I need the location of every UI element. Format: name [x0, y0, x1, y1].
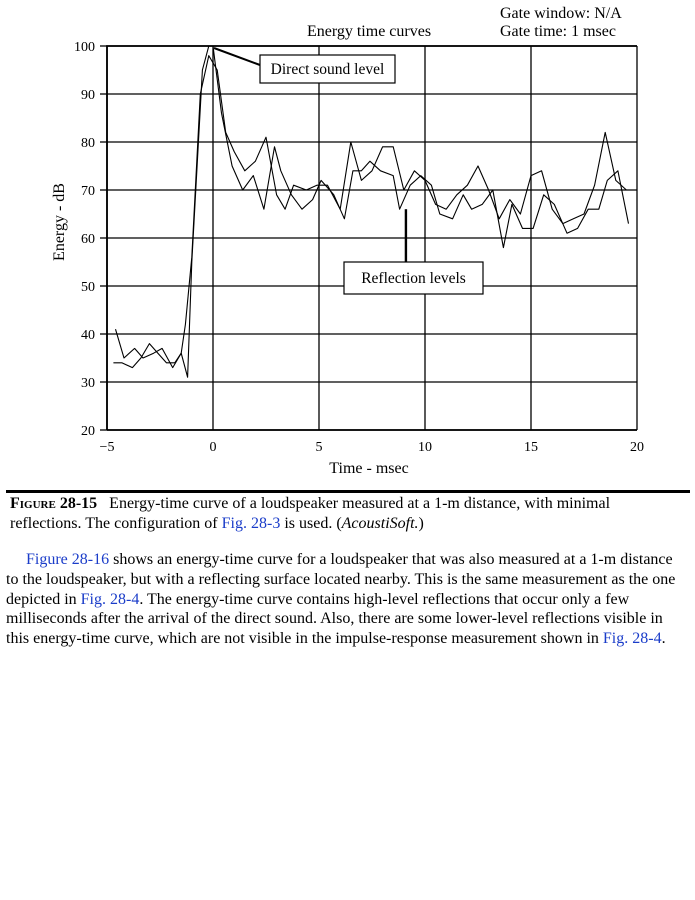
x-tick-label: 5	[315, 440, 323, 455]
caption-source: AcoustiSoft.	[341, 515, 419, 532]
x-tick-label: 15	[524, 440, 538, 455]
y-tick-label: 80	[81, 136, 95, 151]
y-tick-label: 60	[81, 232, 95, 247]
body-fig-link-2[interactable]: Fig. 28-4	[602, 630, 662, 648]
series-line-1	[113, 46, 628, 377]
body-text-3: .	[661, 630, 666, 648]
y-tick-label: 100	[74, 40, 95, 55]
figure-caption	[10, 494, 685, 534]
x-tick-label: −5	[99, 440, 115, 455]
body-text-2: . The energy-time curve contains high-level reflections that occur only a few milliseconds after the arrival of the direct sound. Also, there are some lower-level reflections visible in this energy-time curve, which are not visible in the impulse-response measurement shown in	[6, 590, 663, 648]
chart-axes	[74, 40, 644, 455]
caption-text-2: is used. (	[284, 515, 342, 532]
x-tick-label: 20	[630, 440, 644, 455]
x-tick-label: 0	[209, 440, 217, 455]
caption-rule	[6, 490, 690, 493]
chart-title: Energy time curves	[306, 23, 432, 40]
y-tick-label: 90	[81, 88, 95, 103]
figure-label: Figure 28-15	[10, 495, 98, 512]
y-tick-label: 40	[81, 328, 95, 343]
caption-fig-link[interactable]: Fig. 28-3	[221, 515, 281, 532]
y-axis-label: Energy - dB	[51, 183, 68, 261]
x-axis-label: Time - msec	[329, 460, 409, 477]
body-text-1: shows an energy-time curve for a loudspeaker that was also measured at a 1-m distance to the loudspeaker, but with a reflecting surface located nearby. This is the same measurement as the one depicted in	[6, 551, 676, 608]
x-tick-label: 10	[418, 440, 432, 455]
caption-text-3: )	[418, 515, 424, 532]
gate-window-annotation: Gate window: N/A	[500, 5, 622, 22]
reflection-label: Reflection levels	[361, 270, 466, 287]
chart-callouts	[214, 48, 483, 294]
chart-series	[113, 46, 628, 377]
caption-text: Energy-time curve of a loudspeaker measured at a 1-m distance, with minimal reflections. The configuration of	[10, 495, 611, 532]
y-tick-label: 50	[81, 280, 95, 295]
gate-time-annotation: Gate time: 1 msec	[500, 23, 616, 40]
y-tick-label: 70	[81, 184, 95, 199]
y-tick-label: 30	[81, 376, 95, 391]
body-fig-link-lead[interactable]: Figure 28-16	[26, 551, 110, 568]
direct-sound-label: Direct sound level	[270, 61, 385, 78]
body-fig-link-1[interactable]: Fig. 28-4	[80, 590, 140, 608]
series-line-2	[116, 56, 627, 368]
direct-sound-pointer	[214, 48, 260, 65]
body-paragraph	[6, 550, 688, 649]
y-tick-label: 20	[81, 424, 95, 439]
